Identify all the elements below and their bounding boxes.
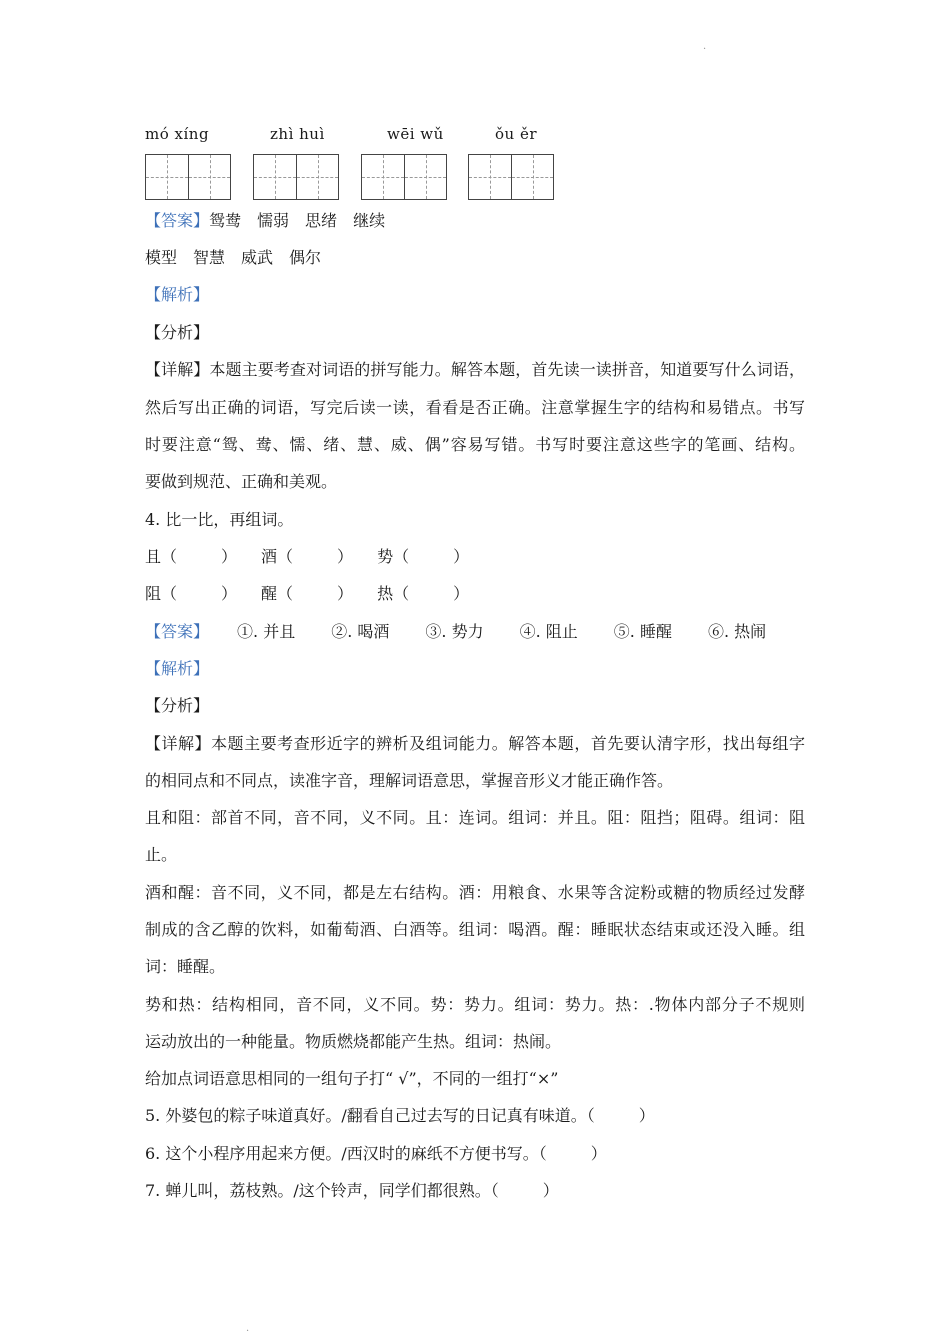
q4-analysis-tag: 【解析】 (145, 659, 210, 678)
pinyin-3: wēi wǔ (387, 125, 444, 143)
answer-tag: 【答案】 (145, 211, 210, 230)
answer-word: 思绪 (305, 211, 338, 230)
paren: ） (638, 1106, 655, 1125)
q3-answer-line (145, 211, 385, 231)
q4-detail-line: 词：睡醒。 (145, 957, 226, 976)
q4-detail-line: 势和热：结构相同，音不同，义不同。势：势力。组词：势力。热：.物体内部分子不规则 (145, 995, 805, 1014)
char-prompt: 酒（ (261, 547, 294, 566)
q3-detail-line: 要做到规范、正确和美观。 (145, 472, 338, 491)
writing-grid-4 (468, 154, 554, 200)
pinyin-4: ǒu ěr (495, 125, 538, 143)
q3-detail-line: 时要注意“鸳、鸯、懦、绪、慧、威、偶”容易写错。书写时要注意这些字的笔画、结构。 (145, 435, 805, 454)
char-prompt: 且（ (145, 547, 178, 566)
answer-item: ①. 并且 (237, 622, 296, 641)
char-prompt: 势（ (377, 547, 410, 566)
q4-detail-line: 的相同点和不同点，读准字音，理解词语意思，掌握音形义才能正确作答。 (145, 771, 674, 790)
q3-answer-line-2 (145, 248, 321, 268)
pinyin-2: zhì huì (270, 125, 325, 143)
q3-analysis-tag: 【解析】 (145, 285, 210, 304)
answer-tag: 【答案】 (145, 622, 210, 641)
q4-fenxi-tag: 【分析】 (145, 696, 210, 715)
q4-title: 4. 比一比，再组词。 (145, 510, 294, 529)
answer-word: 懦弱 (257, 211, 290, 230)
paren: ） (453, 584, 470, 603)
answer-word: 继续 (353, 211, 386, 230)
q3-detail-line: 然后写出正确的词语，写完后读一读，看看是否正确。注意掌握生字的结构和易错点。书写 (145, 398, 805, 417)
question-text: 5. 外婆包的粽子味道真好。/翻看自己过去写的日记真有味道。（ (145, 1106, 595, 1125)
answer-item: ⑤. 睡醒 (613, 622, 672, 641)
answer-item: ②. 喝酒 (331, 622, 390, 641)
paren: ） (542, 1181, 559, 1200)
q4-detail-line: 制成的含乙醇的饮料，如葡萄酒、白酒等。组词：喝酒。醒：睡眠状态结束或还没入睡。组 (145, 920, 805, 939)
q4-row-1 (145, 547, 469, 567)
q4-detail-line: 止。 (145, 845, 178, 864)
page-mark: · (703, 44, 707, 55)
q4-detail-line: 酒和醒：音不同，义不同，都是左右结构。酒：用粮食、水果等含淀粉或糖的物质经过发酵 (145, 883, 805, 902)
answer-word: 模型 (145, 248, 178, 267)
paren: ） (453, 547, 470, 566)
q3-fenxi-tag: 【分析】 (145, 323, 210, 342)
q6 (145, 1144, 607, 1164)
paren: ） (221, 547, 238, 566)
section-heading: 给加点词语意思相同的一组句子打“ √”，不同的一组打“×” (145, 1069, 559, 1088)
q4-detail-line: 运动放出的一种能量。物质燃烧都能产生热。组词：热闹。 (145, 1032, 562, 1051)
pinyin-1: mó xíng (145, 125, 210, 143)
answer-word: 偶尔 (289, 248, 322, 267)
answer-word: 智慧 (193, 248, 226, 267)
char-prompt: 阻（ (145, 584, 178, 603)
writing-grid-1 (145, 154, 231, 200)
q4-row-2 (145, 584, 469, 604)
question-text: 7. 蝉儿叫，荔枝熟。/这个铃声，同学们都很熟。（ (145, 1181, 499, 1200)
answer-item: ④. 阻止 (519, 622, 578, 641)
paren: ） (337, 584, 354, 603)
q4-detail-line: 【详解】本题主要考查形近字的辨析及组词能力。解答本题，首先要认清字形，找出每组字 (145, 734, 805, 753)
writing-grid-3 (361, 154, 447, 200)
paren: ） (337, 547, 354, 566)
answer-item: ⑥. 热闹 (707, 622, 767, 641)
answer-word: 鸳鸯 (209, 211, 242, 230)
q7 (145, 1181, 559, 1201)
answer-word: 威武 (241, 248, 274, 267)
writing-grid-2 (253, 154, 339, 200)
paren: ） (221, 584, 238, 603)
char-prompt: 醒（ (261, 584, 294, 603)
char-prompt: 热（ (377, 584, 410, 603)
q5 (145, 1106, 655, 1126)
page-mark: · (246, 1326, 250, 1337)
answer-item: ③. 势力 (425, 622, 484, 641)
question-text: 6. 这个小程序用起来方便。/西汉时的麻纸不方便书写。（ (145, 1144, 547, 1163)
q4-answer-line (145, 622, 766, 642)
paren: ） (590, 1144, 607, 1163)
q4-detail-line: 且和阻：部首不同，音不同，义不同。且：连词。组词：并且。阻：阻挡；阻碍。组词：阻 (145, 808, 805, 827)
q3-detail-line: 【详解】本题主要考查对词语的拼写能力。解答本题，首先读一读拼音，知道要写什么词语， (145, 360, 805, 379)
